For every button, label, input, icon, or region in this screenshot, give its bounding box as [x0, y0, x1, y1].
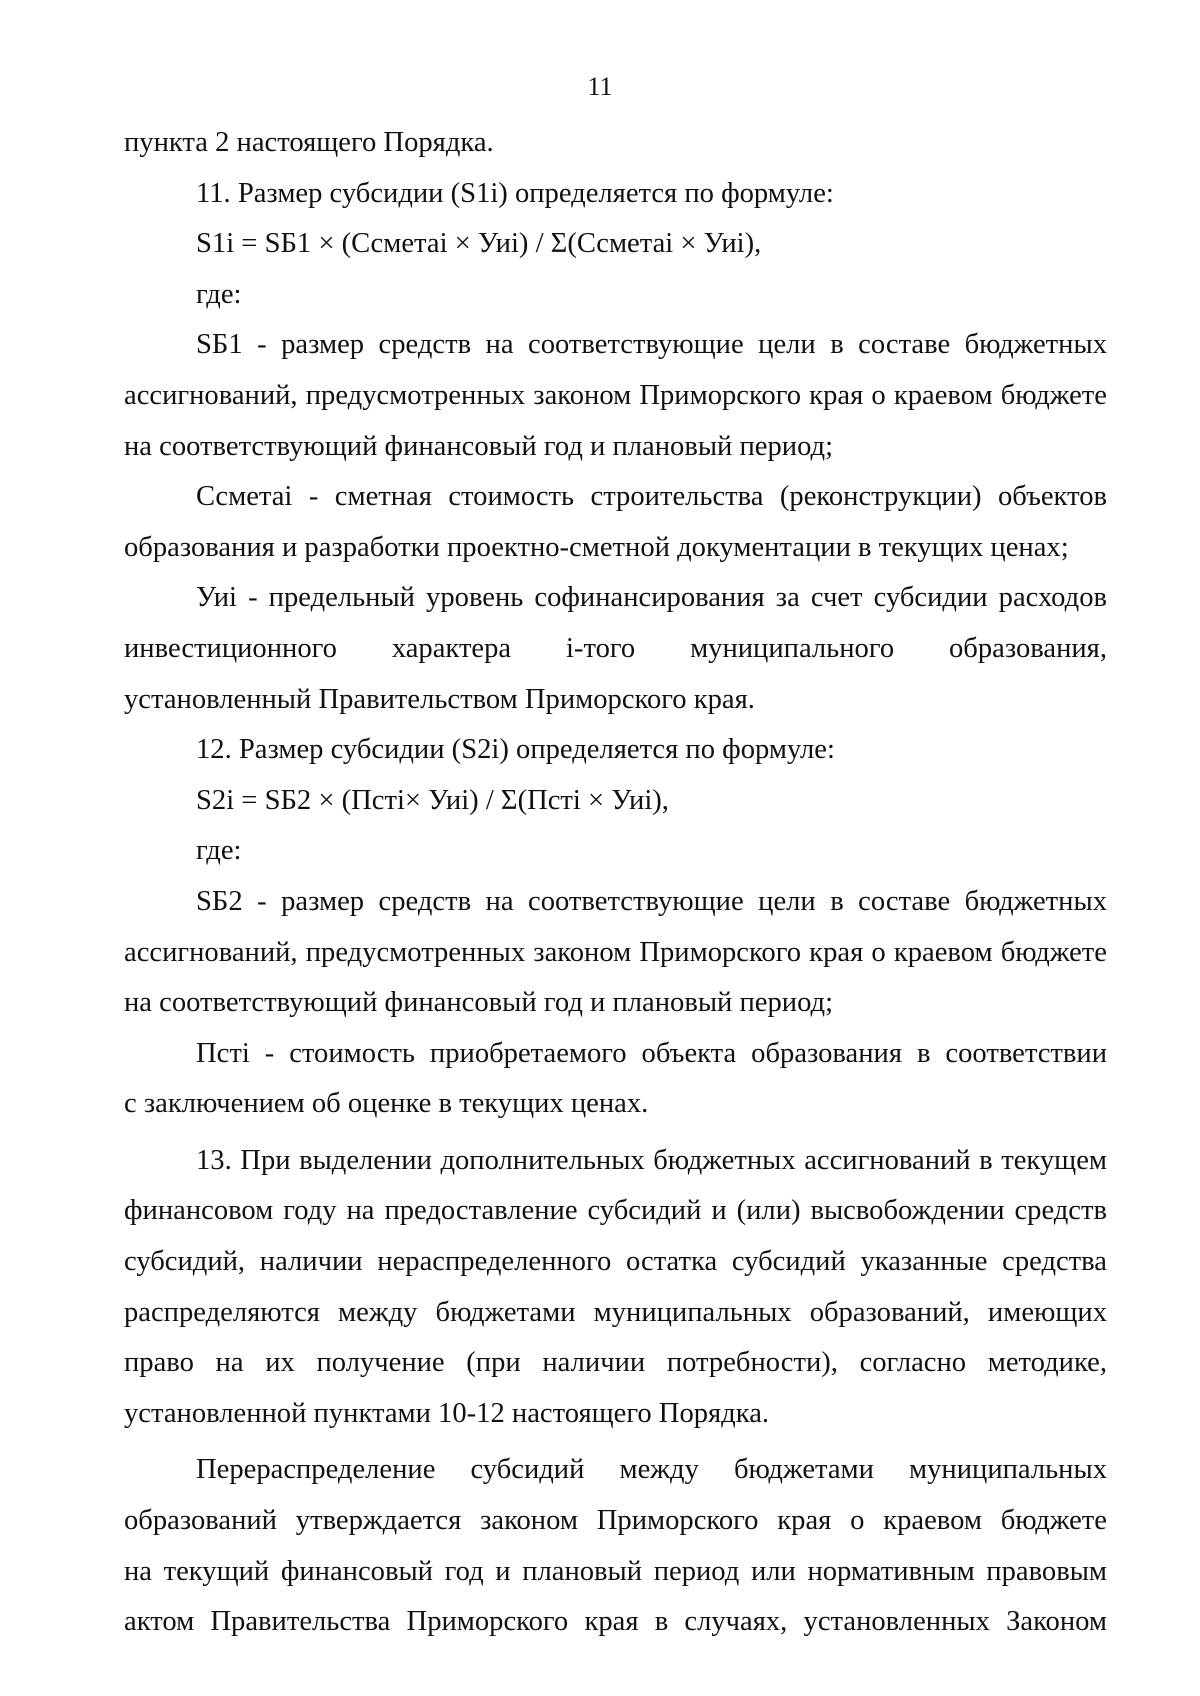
text-line: образования и разработки проектно-сметной документации в текущих ценах;	[124, 531, 1069, 563]
text-line: распределяются между бюджетами муниципальных образований, имеющих	[124, 1296, 1107, 1328]
text-line: право на их получение (при наличии потребности), согласно методике,	[124, 1347, 1107, 1379]
text-line: пункта 2 настоящего Порядка.	[124, 127, 494, 158]
text-line: с заключением об оценке в текущих ценах.	[124, 1088, 649, 1120]
text-line: на соответствующий финансовый год и плановый период;	[124, 987, 834, 1019]
text-line: на соответствующий финансовый год и плановый период;	[124, 430, 834, 462]
text-line: ассигнований, предусмотренных законом Приморского края о краевом бюджете	[124, 379, 1107, 411]
text-line: Пстi - стоимость приобретаемого объекта образования в соответствии	[196, 1037, 1107, 1069]
text-line: финансовом году на предоставление субсидий и (или) высвобождении средств	[124, 1195, 1107, 1227]
text-line: S2i = SБ2 × (Пстi× Уиi) / Σ(Пстi × Уиi),	[196, 784, 669, 816]
text-line: SБ2 - размер средств на соответствующие цели в составе бюджетных	[196, 885, 1107, 917]
text-line: инвестиционного характера i-того муниципального образования,	[124, 632, 1107, 664]
text-line: где:	[196, 835, 242, 867]
text-line: ассигнований, предусмотренных законом Приморского края о краевом бюджете	[124, 936, 1107, 968]
text-line: образований утверждается законом Приморского края о краевом бюджете	[124, 1505, 1107, 1537]
text-line: на текущий финансовый год и плановый период или нормативным правовым	[124, 1555, 1107, 1587]
text-line: установленный Правительством Приморского края.	[124, 683, 755, 715]
text-line: Перераспределение субсидий между бюджетами муниципальных	[196, 1454, 1107, 1486]
document-body	[124, 118, 1107, 1648]
text-line: SБ1 - размер средств на соответствующие цели в составе бюджетных	[196, 329, 1107, 361]
text-line: где:	[196, 278, 242, 310]
text-line: 11. Размер субсидии (S1i) определяется по формуле:	[196, 177, 834, 209]
text-line: Уиi - предельный уровень софинансирования за счет субсидии расходов	[196, 582, 1107, 614]
text-line: S1i = SБ1 × (Ссметаi × Уиi) / Σ(Ссметаi × Уиi),	[196, 228, 762, 260]
text-line: 12. Размер субсидии (S2i) определяется по формуле:	[196, 734, 835, 766]
text-line: субсидий, наличии нераспределенного остатка субсидий указанные средства	[124, 1246, 1107, 1278]
text-line: Ссметаi - сметная стоимость строительства (реконструкции) объектов	[196, 481, 1107, 513]
page-number: 11	[587, 72, 613, 101]
text-line: 13. При выделении дополнительных бюджетных ассигнований в текущем	[196, 1144, 1107, 1176]
text-line: установленной пунктами 10-12 настоящего Порядка.	[124, 1397, 770, 1429]
text-line: актом Правительства Приморского края в случаях, установленных Законом	[124, 1606, 1107, 1638]
